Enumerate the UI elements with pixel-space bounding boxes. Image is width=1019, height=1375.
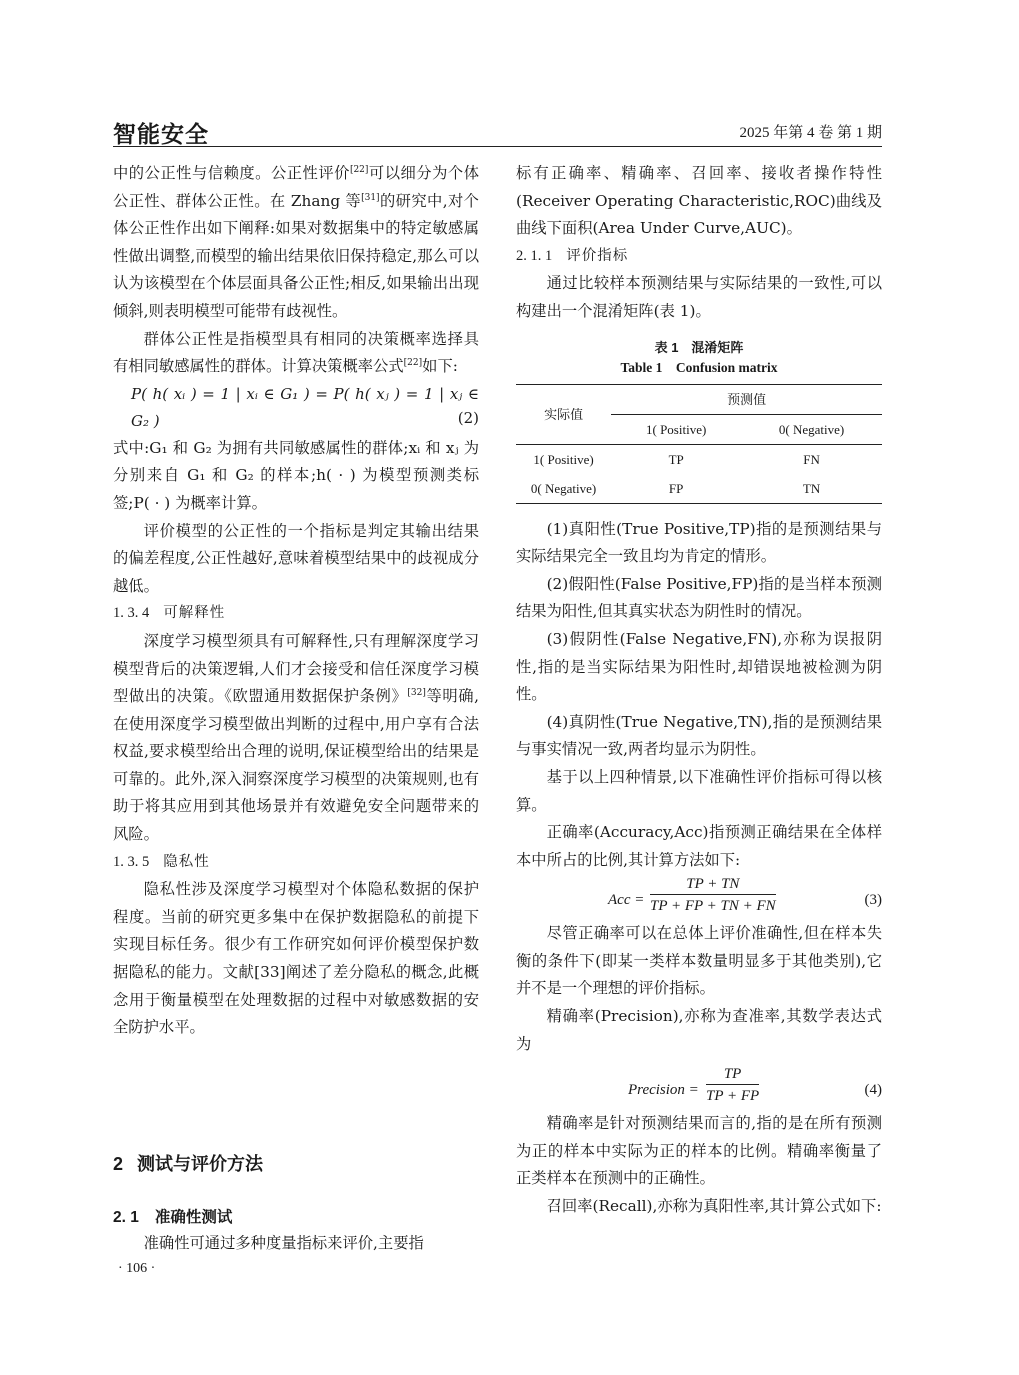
equation-fraction [650,874,776,917]
paragraph: 评价模型的公正性的一个指标是判定其输出结果的偏差程度,公正性越好,意味着模型结果中的歧视成分越低。 [113,521,479,595]
paragraph: 尽管正确率可以在总体上评价准确性,但在样本失衡的条件下(即某一类样本数量明显多于其他类别),它并不是一个理想的评价指标。 [516,924,882,998]
subsection-heading-2-1-1: 2. 1. 1 评价指标 [516,247,629,264]
paragraph: 正确率(Accuracy,Acc)指预测正确结果在全体样本中所占的比例,其计算方法如下: [516,823,882,869]
section-heading-2: 2 测试与评价方法 [113,1154,264,1174]
section-heading-2-1: 2. 1 准确性测试 [113,1209,233,1226]
cell-tn: TN [741,474,882,504]
paragraph: 式中:G₁ 和 G₂ 为拥有共同敏感属性的群体;xᵢ 和 xⱼ 为分别来自 G₁ 和 G₂ 的样本;h( · ) 为模型预测类标签;P( · ) 为概率计算。 [113,438,479,512]
journal-logo: 智能安全 [113,121,209,148]
citation[interactable]: [22] [403,358,423,369]
paragraph: 召回率(Recall),亦称为真阳性率,其计算公式如下: [546,1197,882,1216]
equation-4 [516,1064,882,1110]
equation-fraction [706,1064,759,1107]
col-positive: 1( Positive) [611,414,741,444]
equation-body: P( h( xᵢ ) = 1 | xᵢ ∈ G₁ ) = P( h( xⱼ ) = 1 | xⱼ ∈ G₂ ) [131,384,479,431]
paragraph: 通过比较样本预测结果与实际结果的一致性,可以构建出一个混淆矩阵(表 1)。 [516,274,882,320]
page-number: · 106 · [118,1261,156,1276]
paragraph: (3)假阴性(False Negative,FN),亦称为误报阴性,指的是当实际结果为阳性时,却错误地被检测为阴性。 [516,629,882,704]
denominator: TP + FP + TN + FN [650,898,776,915]
paragraph: 群体公正性是指模型具有相同的决策概率选择具有相同敏感属性的群体。计算决策概率公式[22]如下: [113,329,479,376]
paragraph: 精确率是针对预测结果而言的,指的是在所有预测为正的样本中实际为正的样本的比例。精确率衡量了正类样本在预测中的正确性。 [516,1114,882,1188]
paragraph: 深度学习模型须具有可解释性,只有理解深度学习模型背后的决策逻辑,人们才会接受和信任深度学习模型做出的决策。《欧盟通用数据保护条例》[32]等明确,在使用深度学习模型做出判断的过程中,用户享有合法权益,要求模型给出合理的说明,保证模型给出的结果是可靠的。此外,深入洞察深度学习模型的决策规则,也有助于将其应用到其他场景并有效避免安全问题带来的风险。 [113,631,479,844]
paragraph: 标有正确率、精确率、召回率、接收者操作特性(Receiver Operating Characteristic,ROC)曲线及曲线下面积(Area Under Curve,AUC)。 [516,164,882,238]
table-caption-en: Table 1 Confusion matrix [620,359,778,375]
numerator: TP [706,1064,759,1085]
paragraph: (1)真阳性(True Positive,TP)指的是预测结果与实际结果完全一致且均为肯定的情形。 [516,519,882,566]
paragraph: (4)真阴性(True Negative,TN),指的是预测结果与事实情况一致,两者均显示为阴性。 [516,712,882,759]
subsection-heading-1-3-4: 1. 3. 4 可解释性 [113,605,226,622]
confusion-matrix-table [516,384,882,504]
paragraph: 准确性可通过多种度量指标来评价,主要指 [143,1234,424,1252]
equation-lhs: Acc = [608,892,645,909]
paragraph: 隐私性涉及深度学习模型对个体隐私数据的保护程度。当前的研究更多集中在保护数据隐私的前提下实现目标任务。很少有工作研究如何评价模型保护数据隐私的能力。文献[33]阐述了差分隐私的概念,此概念用于衡量模型在处理数据的过程中对敏感数据的安全防护水平。 [113,880,479,1037]
citation[interactable]: [32] [407,688,426,699]
denominator: TP + FP [706,1088,760,1105]
cell-fp: FP [611,474,741,504]
paragraph: (2)假阳性(False Positive,FP)指的是当样本预测结果为阳性,但其真实状态为阴性时的情况。 [516,574,882,621]
subsection-heading-1-3-5: 1. 3. 5 隐私性 [113,853,210,870]
equation-3 [516,874,882,920]
cell-tp: TP [611,444,741,474]
cell-fn: FN [741,444,882,474]
paragraph: 中的公正性与信赖度。公正性评价[22]可以细分为个体公正性、群体公正性。在 Zhang 等[31]的研究中,对个体公正性作出如下阐释:如果对数据集中的特定敏感属性做出调整,而模型的输出结果依旧保持稳定,那么可以认为该模型在个体层面具备公正性;相反,如果输出出现倾斜,则表明模型可能带有歧视性。 [113,164,479,320]
row-negative: 0( Negative) [516,474,611,504]
equation-number-line [113,408,479,435]
table-caption-cn: 表 1 混淆矩阵 [654,339,744,355]
col-negative: 0( Negative) [741,414,882,444]
equation-number: (2) [457,408,479,427]
citation[interactable]: [22] [349,165,369,175]
row-positive: 1( Positive) [516,444,611,474]
numerator: TP + TN [650,874,776,895]
issue-info: 2025 年第 4 卷 第 1 期 [739,125,882,141]
equation-2 [113,381,479,431]
paragraph: 精确率(Precision),亦称为查准率,其数学表达式为 [516,1007,882,1053]
actual-header: 实际值 [516,384,611,444]
left-column [113,160,479,1042]
equation-number: (4) [864,1082,882,1099]
right-column [516,160,882,1221]
predicted-header: 预测值 [611,384,882,414]
header-rule [113,146,882,147]
equation-number: (3) [864,892,882,909]
paragraph: 基于以上四种情景,以下准确性评价指标可得以核算。 [516,767,882,814]
citation[interactable]: [31] [361,192,380,203]
equation-lhs: Precision = [628,1082,699,1099]
